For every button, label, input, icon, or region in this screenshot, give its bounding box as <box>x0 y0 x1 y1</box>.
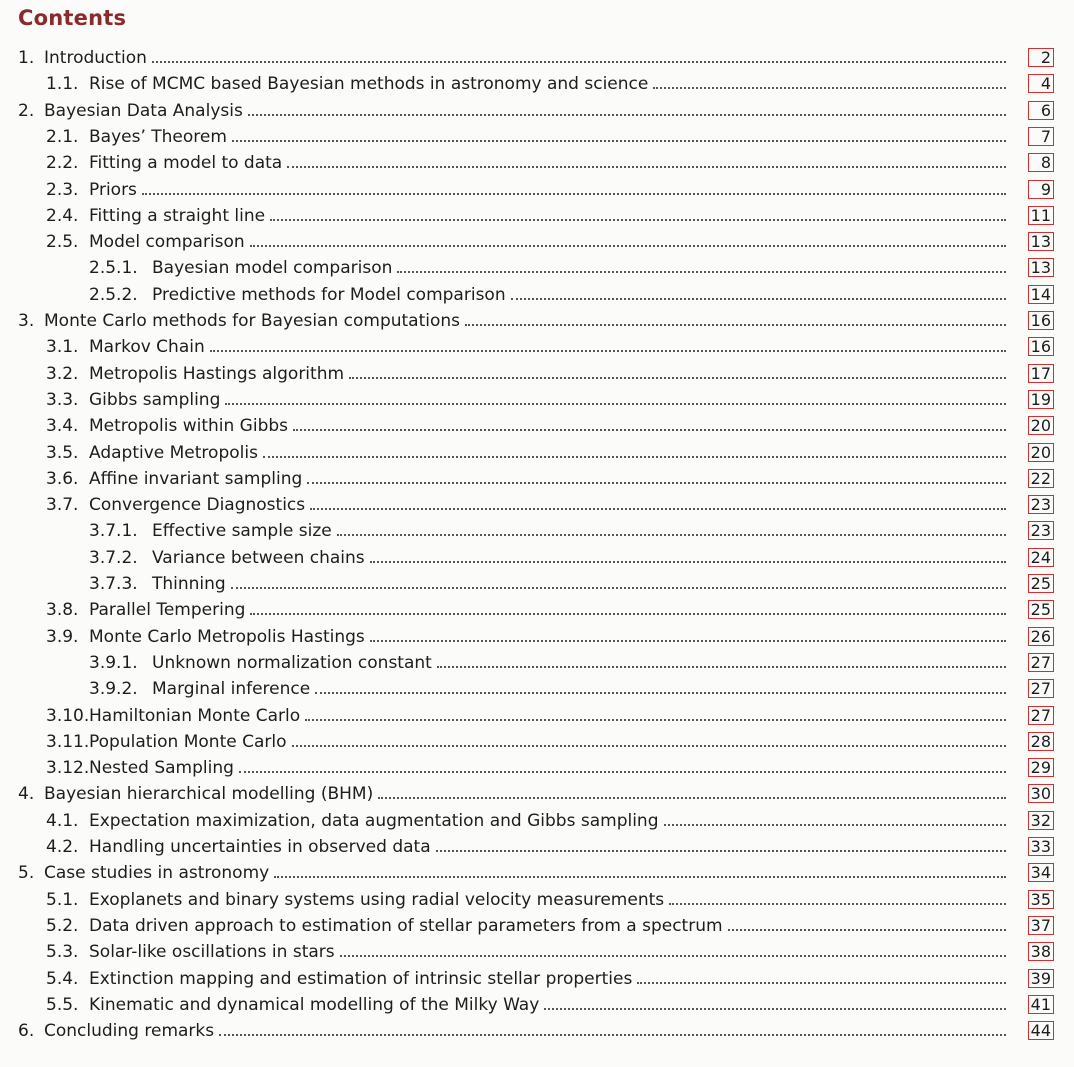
dot-leader <box>307 466 1006 492</box>
toc-entry[interactable] <box>46 124 1051 150</box>
dot-leader <box>250 229 1006 255</box>
toc-entry-number: 2.5. <box>46 232 79 253</box>
toc-entry-title[interactable]: Nested Sampling <box>89 758 234 779</box>
dot-leader <box>728 913 1006 939</box>
page-number-link[interactable]: 16 <box>1028 337 1054 356</box>
toc-entry-title[interactable]: Markov Chain <box>89 337 205 358</box>
page-number-link[interactable]: 6 <box>1028 101 1054 120</box>
toc-entry-number: 4. <box>18 784 35 805</box>
toc-entry[interactable] <box>46 177 1051 203</box>
toc-entry-number: 2.3. <box>46 179 79 200</box>
toc-entry-number: 3.12. <box>46 758 90 779</box>
toc-entry[interactable] <box>18 781 1051 807</box>
page-number-link[interactable]: 35 <box>1028 890 1054 909</box>
toc-entry-number: 5.1. <box>46 889 79 910</box>
toc-entry-title[interactable]: Fitting a model to data <box>89 153 283 174</box>
toc-entry-title[interactable]: Kinematic and dynamical modelling of the Milky Way <box>89 994 540 1015</box>
dot-leader <box>231 571 1006 597</box>
page-number-link[interactable]: 25 <box>1028 600 1054 619</box>
dot-leader <box>293 413 1006 439</box>
page-number-link[interactable]: 27 <box>1028 706 1054 725</box>
toc-entry[interactable] <box>46 334 1051 360</box>
page-number-link[interactable]: 28 <box>1028 732 1054 751</box>
page-number-link[interactable]: 27 <box>1028 679 1054 698</box>
page-number-link[interactable]: 29 <box>1028 758 1054 777</box>
toc-entry[interactable] <box>46 229 1051 255</box>
dot-leader <box>225 387 1006 413</box>
page-number-link[interactable]: 19 <box>1028 390 1054 409</box>
toc-entry-title[interactable]: Gibbs sampling <box>89 389 221 410</box>
page-number-link[interactable]: 11 <box>1028 206 1054 225</box>
dot-leader <box>287 150 1006 176</box>
page-number-link[interactable]: 13 <box>1028 232 1054 251</box>
toc-entry-title[interactable]: Bayesian hierarchical modelling (BHM) <box>44 784 374 805</box>
toc-entry[interactable] <box>46 729 1051 755</box>
toc-entry[interactable] <box>18 45 1051 71</box>
toc-entry[interactable] <box>89 571 1051 597</box>
toc-entry-number: 3.2. <box>46 363 79 384</box>
page-number-link[interactable]: 2 <box>1028 48 1054 67</box>
toc-entry-number: 5.5. <box>46 994 79 1015</box>
toc-entry[interactable] <box>46 913 1051 939</box>
page-number-link[interactable]: 30 <box>1028 784 1054 803</box>
toc-entry-title[interactable]: Bayes’ Theorem <box>89 126 227 147</box>
toc-entry-number: 3.5. <box>46 442 79 463</box>
toc-entry-number: 3.7.3. <box>89 574 138 594</box>
dot-leader <box>270 203 1006 229</box>
dot-leader <box>378 781 1006 807</box>
dot-leader <box>210 334 1006 360</box>
toc-entry-number: 3. <box>18 311 35 331</box>
toc-entry[interactable] <box>18 860 1051 886</box>
dot-leader <box>669 887 1006 913</box>
toc-entry[interactable] <box>46 71 1051 97</box>
page-number-link[interactable]: 8 <box>1028 153 1054 172</box>
toc-entry-number: 6. <box>18 1021 35 1042</box>
toc-entry-title[interactable]: Bayesian model comparison <box>152 258 393 279</box>
toc-entry-number: 2. <box>18 100 35 121</box>
page-number-link[interactable]: 37 <box>1028 916 1054 935</box>
toc-entry-number: 3.1. <box>46 337 79 358</box>
toc-entry-title[interactable]: Model comparison <box>89 232 245 253</box>
toc-entry-title[interactable]: Hamiltonian Monte Carlo <box>89 705 301 726</box>
toc-entry-title[interactable]: Metropolis within Gibbs <box>89 416 289 437</box>
toc-entry-number: 3.6. <box>46 468 79 489</box>
dot-leader <box>436 834 1006 860</box>
toc-entry[interactable] <box>46 755 1051 781</box>
toc-entry-number: 2.5.2. <box>89 284 138 305</box>
page-number-link[interactable]: 7 <box>1028 127 1054 146</box>
page-number-link[interactable]: 20 <box>1028 443 1054 462</box>
contents-heading: Contents <box>18 6 127 30</box>
toc-entry-title[interactable]: Case studies in astronomy <box>44 863 270 884</box>
toc-entry[interactable] <box>46 887 1051 913</box>
dot-leader <box>142 177 1006 203</box>
toc-entry-number: 3.9.1. <box>89 652 138 673</box>
toc-entry-number: 5.4. <box>46 968 79 989</box>
toc-entry[interactable] <box>89 518 1051 544</box>
page-number-link[interactable]: 22 <box>1028 469 1054 488</box>
page-number-link[interactable]: 34 <box>1028 863 1054 882</box>
toc-entry-title[interactable]: Handling uncertainties in observed data <box>89 837 431 857</box>
dot-leader <box>315 676 1006 702</box>
toc-entry-title[interactable]: Bayesian Data Analysis <box>44 100 243 121</box>
toc-entry-number: 2.2. <box>46 153 79 174</box>
page-number-link[interactable]: 27 <box>1028 653 1054 672</box>
page-number-link[interactable]: 17 <box>1028 364 1054 383</box>
toc-entry[interactable] <box>89 282 1051 308</box>
page-number-link[interactable]: 9 <box>1028 180 1054 199</box>
toc-entry-number: 2.5.1. <box>89 258 138 279</box>
toc-entry-title[interactable]: Extinction mapping and estimation of intrinsic stellar properties <box>89 968 633 989</box>
page-number-link[interactable]: 23 <box>1028 495 1054 514</box>
page-number-link[interactable]: 13 <box>1028 258 1054 277</box>
dot-leader <box>292 729 1007 755</box>
toc-entry-number: 1. <box>18 48 35 68</box>
toc-entry-title[interactable]: Rise of MCMC based Bayesian methods in astronomy and science <box>89 74 649 95</box>
page-number-link[interactable]: 41 <box>1028 995 1054 1014</box>
page-number-link[interactable]: 25 <box>1028 574 1054 593</box>
toc-entry[interactable] <box>46 966 1051 992</box>
toc-entry[interactable] <box>18 308 1051 334</box>
toc-entry-title[interactable]: Effective sample size <box>152 521 332 542</box>
toc-entry-title[interactable]: Variance between chains <box>152 547 365 568</box>
dot-leader <box>465 308 1006 334</box>
page-number-link[interactable]: 16 <box>1028 311 1054 330</box>
dot-leader <box>310 492 1006 518</box>
toc-entry-number: 3.9. <box>46 626 79 647</box>
page-number-link[interactable]: 14 <box>1028 285 1054 304</box>
dot-leader <box>370 545 1006 571</box>
toc-entry[interactable] <box>46 466 1051 492</box>
toc-entry-title[interactable]: Adaptive Metropolis <box>89 442 258 463</box>
toc-entry[interactable] <box>46 203 1051 229</box>
toc-entry[interactable] <box>89 255 1051 281</box>
toc-entry[interactable] <box>89 676 1051 702</box>
dot-leader <box>232 124 1006 150</box>
page-number-link[interactable]: 33 <box>1028 837 1054 856</box>
toc-entry[interactable] <box>46 992 1051 1018</box>
toc-entry[interactable] <box>46 492 1051 518</box>
toc-entry-title[interactable]: Metropolis Hastings algorithm <box>89 363 345 384</box>
page-number-link[interactable]: 24 <box>1028 548 1054 567</box>
toc-entry-title[interactable]: Affine invariant sampling <box>89 468 303 489</box>
toc-entry-title[interactable]: Unknown normalization constant <box>152 652 432 673</box>
toc-entry[interactable] <box>18 98 1051 124</box>
page-number-link[interactable]: 26 <box>1028 627 1054 646</box>
toc-entry-number: 3.8. <box>46 600 79 621</box>
page-number-link[interactable]: 44 <box>1028 1021 1054 1040</box>
dot-leader <box>653 71 1006 97</box>
dot-leader <box>219 1018 1006 1044</box>
dot-leader <box>544 992 1006 1018</box>
toc-entry-title[interactable]: Marginal inference <box>152 679 311 700</box>
toc-entry-title[interactable]: Concluding remarks <box>44 1021 215 1042</box>
dot-leader <box>239 755 1006 781</box>
toc-entry[interactable] <box>46 361 1051 387</box>
dot-leader <box>370 624 1006 650</box>
toc-entry-title[interactable]: Predictive methods for Model comparison <box>152 284 506 305</box>
page-number-link[interactable]: 20 <box>1028 416 1054 435</box>
toc-entry-number: 3.11. <box>46 731 90 752</box>
dot-leader <box>340 939 1006 965</box>
toc-entry-number: 3.7.1. <box>89 521 138 542</box>
toc-entry[interactable] <box>46 703 1051 729</box>
toc-entry-title[interactable]: Introduction <box>44 48 147 68</box>
dot-leader <box>250 597 1006 623</box>
toc-entry-title[interactable]: Exoplanets and binary systems using radial velocity measurements <box>89 889 665 910</box>
toc-entry[interactable] <box>46 150 1051 176</box>
toc-entry-title[interactable]: Parallel Tempering <box>89 600 246 621</box>
page-number-link[interactable]: 23 <box>1028 521 1054 540</box>
dot-leader <box>263 440 1006 466</box>
toc-entry-title[interactable]: Solar-like oscillations in stars <box>89 942 335 963</box>
toc-entry-title[interactable]: Expectation maximization, data augmentation and Gibbs sampling <box>89 810 659 831</box>
toc-entry-number: 4.2. <box>46 837 79 857</box>
toc-entry[interactable] <box>46 624 1051 650</box>
dot-leader <box>637 966 1006 992</box>
toc-entry-number: 5. <box>18 863 35 884</box>
toc-entry-number: 2.4. <box>46 205 79 226</box>
toc-entry[interactable] <box>89 545 1051 571</box>
page-number-link[interactable]: 4 <box>1028 74 1054 93</box>
toc-entry[interactable] <box>46 440 1051 466</box>
toc-entry-number: 3.7. <box>46 495 79 516</box>
dot-leader <box>349 361 1006 387</box>
dot-leader <box>397 255 1006 281</box>
toc-entry[interactable] <box>46 808 1051 834</box>
toc-entry-title[interactable]: Data driven approach to estimation of stellar parameters from a spectrum <box>89 915 723 936</box>
toc-entry[interactable] <box>46 413 1051 439</box>
toc-entry[interactable] <box>46 834 1051 860</box>
toc-entry-number: 3.7.2. <box>89 547 138 568</box>
toc-entry-title[interactable]: Priors <box>89 179 137 200</box>
toc-entry-title[interactable]: Convergence Diagnostics <box>89 495 306 516</box>
dot-leader <box>152 45 1006 71</box>
toc-entry-title[interactable]: Fitting a straight line <box>89 205 266 226</box>
toc-entry-title[interactable]: Population Monte Carlo <box>89 731 287 752</box>
toc-entry-number: 2.1. <box>46 126 79 147</box>
dot-leader <box>248 98 1006 124</box>
page-number-link[interactable]: 39 <box>1028 969 1054 988</box>
toc-entry-title[interactable]: Monte Carlo methods for Bayesian computations <box>44 311 461 331</box>
toc-entry-number: 5.2. <box>46 915 79 936</box>
page-number-link[interactable]: 32 <box>1028 811 1054 830</box>
toc-entry-number: 3.4. <box>46 416 79 437</box>
toc-entry[interactable] <box>46 939 1051 965</box>
toc-entry-number: 5.3. <box>46 942 79 963</box>
toc-entry-number: 3.10. <box>46 705 90 726</box>
toc-entry-title[interactable]: Monte Carlo Metropolis Hastings <box>89 626 365 647</box>
dot-leader <box>437 650 1006 676</box>
page-number-link[interactable]: 38 <box>1028 942 1054 961</box>
toc-entry[interactable] <box>18 1018 1051 1044</box>
dot-leader <box>664 808 1007 834</box>
toc-entry-number: 1.1. <box>46 74 79 95</box>
toc-entry[interactable] <box>46 387 1051 413</box>
toc-entry[interactable] <box>46 597 1051 623</box>
dot-leader <box>337 518 1006 544</box>
toc-entry[interactable] <box>89 650 1051 676</box>
toc-entry-number: 3.3. <box>46 389 79 410</box>
toc-entry-number: 4.1. <box>46 810 79 831</box>
toc-entry-number: 3.9.2. <box>89 679 138 700</box>
dot-leader <box>305 703 1006 729</box>
dot-leader <box>511 282 1006 308</box>
dot-leader <box>274 860 1006 886</box>
toc-entry-title[interactable]: Thinning <box>152 574 226 594</box>
